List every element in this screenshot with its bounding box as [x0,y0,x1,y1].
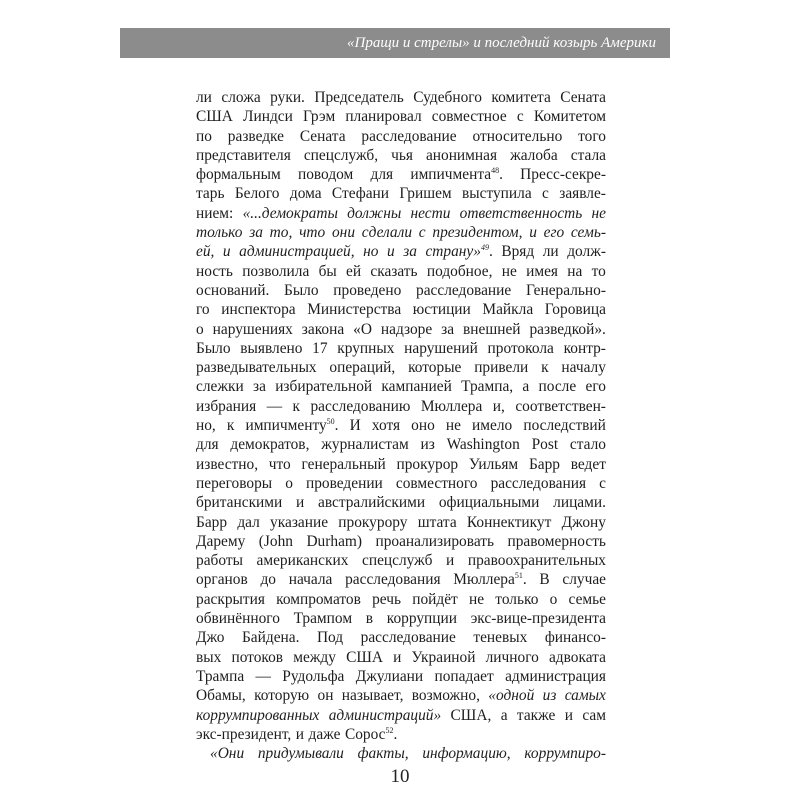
word: долж- [567,243,606,261]
word: его [543,224,565,242]
word: планировал [345,108,422,126]
word: и [446,552,455,570]
text-line [196,590,606,609]
word: случае [562,571,606,589]
word: информацию, [422,745,511,763]
word: внешней [463,320,521,338]
word: операций, [329,359,396,377]
word: на [567,262,583,280]
word: переговоры [196,474,273,492]
word: о [549,590,558,608]
word: адвоката [548,648,606,666]
text-line [196,88,606,107]
word: с [599,474,606,492]
word: последствий [523,417,606,435]
word: за [441,320,455,338]
word: сделали [361,224,413,242]
word: и [386,243,395,261]
word: британскими [196,494,283,512]
word: относительно [472,127,563,145]
word: Барр [528,455,560,473]
word: сложа [221,89,261,106]
word: Джулиани [355,667,424,685]
page-number: 10 [390,766,410,787]
word: совместного [395,474,478,492]
word: Сената [299,127,346,145]
word: за [403,243,417,261]
word: слежки [196,378,244,396]
word: даже [308,725,341,743]
word: избирательной [275,378,373,396]
text-line [196,706,606,725]
footnote-ref: 50 [326,416,335,426]
word: что [268,455,291,473]
word: его [585,378,606,396]
word: Барр [196,513,228,531]
word: соответствен- [515,397,606,415]
word: расследование [416,281,512,299]
text-line [196,107,606,126]
word: указание [270,513,329,531]
word: разведке [227,127,284,145]
word: импичменту$^{50}$. [245,416,339,435]
word: расследование [361,127,457,145]
text-line [196,551,606,570]
word: «одной [488,687,535,705]
word: Майкла [482,301,534,319]
word: Грэм [302,108,336,126]
body-text [196,88,606,763]
word: также [516,706,556,724]
word: закона [301,320,345,338]
text-line [196,300,606,319]
word: анонимная [425,146,498,164]
word: работы [196,552,243,570]
word: Трампа, [461,378,514,396]
footnote-ref: 49 [480,243,489,253]
word: Durham) [306,532,362,550]
word: расследование [360,629,456,647]
word: Трампом [293,610,353,628]
word: администрацией, [239,243,355,261]
text-line [196,435,606,454]
word: «...демократы [242,204,338,222]
word: США [346,648,383,666]
word: Вряд [501,243,535,261]
word: и [222,243,231,261]
word: по [196,127,212,145]
word: разведкой». [529,320,606,338]
word: попадает [434,667,494,685]
word: Мюллера [420,397,483,415]
word: подобное, [426,262,493,280]
word: чья [391,146,413,164]
word: официальными [438,494,540,512]
word: ность [196,262,233,280]
word: — [266,397,283,415]
word: Украиной [411,648,476,666]
word: инспектора [221,301,296,319]
word: называет, [341,687,404,705]
word: начала [288,571,333,589]
word: для [196,436,219,454]
word: сказать [370,262,418,280]
word: семье [568,590,606,608]
text-line [196,532,606,551]
word: Гришем [399,185,452,203]
text-line [196,667,606,686]
word: для [370,166,394,184]
word: Пресс-секре- [520,166,606,184]
word: должны [347,204,402,222]
word: речь [372,590,401,608]
word: избрания [196,397,257,415]
word: нарушений [404,339,478,357]
word: они [331,224,356,242]
word: «О [353,320,372,338]
text-line [196,204,606,223]
word: не [591,204,606,222]
text-line [196,628,606,647]
word: Уильям [468,455,519,473]
text-line [196,262,606,281]
text-line [196,686,606,705]
word: коррупции [386,610,457,628]
word: Министерства [307,301,402,319]
word: страну»$^{49}$. [425,243,493,261]
word: между [293,648,336,666]
word: то, [269,224,293,242]
word: австралийскими [317,494,426,512]
text-line [196,127,606,146]
text-line [196,377,606,396]
word: Джону [561,513,606,531]
word: Стефани [331,185,390,203]
word: ли [196,89,212,106]
word: крупных [337,339,395,357]
word: оснований. [196,281,270,299]
text-line [196,416,606,435]
word: только [495,590,539,608]
word: Председатель [314,89,404,106]
word: в [365,610,374,628]
word: то [591,262,606,280]
text-line [196,146,606,165]
word: Коннектикут [466,513,552,531]
word: Трампа [196,667,245,685]
text-line [196,744,606,763]
word: привели [474,359,529,377]
text-line [196,242,606,261]
text-line [196,320,606,339]
word: началу [561,359,606,377]
word: коррумпиро- [524,745,606,763]
word: бы [318,262,337,280]
word: юстиции [412,301,471,319]
word: Рудольфа [282,667,345,685]
word: к [226,417,235,435]
word: расследования [490,474,587,492]
word: нием: [196,204,234,222]
word: имело [472,417,513,435]
word: формальным [196,166,281,184]
word: пойдёт [412,590,458,608]
word: журналистам [321,436,409,454]
word: самых [564,687,606,705]
word: Комитетом [533,108,606,126]
word: Белого [234,185,280,203]
word: а [522,378,530,396]
text-line [196,725,606,744]
word: компроматов [276,590,361,608]
word: и, [492,397,505,415]
word: известно, [196,455,259,473]
word: потоков [231,648,284,666]
word: Линдси [243,108,293,126]
word: и [564,706,574,724]
word: и [529,224,537,242]
word: США, [450,706,492,724]
word: не [501,262,517,280]
word: Было [196,339,231,357]
word: Post [531,436,559,454]
word: проанализировать [375,532,494,550]
word: но, [196,417,216,435]
word: Генерально- [525,281,606,299]
word: (John [258,532,293,550]
word: спецслужб [362,552,433,570]
word: правомерность [507,532,606,550]
text-line [196,339,606,358]
word: проведении [305,474,383,492]
word: но [363,243,379,261]
word: которые [408,359,462,377]
word: стала [570,146,606,164]
word: прокурору [338,513,408,531]
word: жалоба [510,146,558,164]
word: лицами. [553,494,606,512]
word: о [196,320,204,338]
footnote-ref: 48 [491,166,500,176]
word: ей, [196,243,215,261]
word: комитета [491,89,551,106]
word: оно [411,417,435,435]
word: позволила [242,262,310,280]
word: экс-президент, [196,725,292,743]
word: демократов, [230,436,310,454]
word: хотя [371,417,401,435]
word: совместное [431,108,507,126]
word: кампанией [381,378,452,396]
word: спецслужб, [303,146,379,164]
word: Джо [196,629,225,647]
word: за [249,224,263,242]
word: ей [346,262,362,280]
word: вых [196,648,222,666]
word: Под [316,629,344,647]
word: Было [284,281,319,299]
word: импичмента$^{48}$. [410,166,503,184]
word: и [295,725,304,743]
footnote-ref: 52 [385,725,394,735]
word: а [500,706,508,724]
word: финансо- [544,629,606,647]
word: го [196,301,210,319]
word: коррумпированных [196,706,320,724]
word: президентом, [432,224,523,242]
word: с [542,185,549,203]
word: выявлено [240,339,303,357]
text-line [196,474,606,493]
word: личного [485,648,539,666]
word: стало [569,436,606,454]
text-line [196,609,606,628]
word: Байдена. [241,629,300,647]
word: теневых [473,629,528,647]
text-line [196,570,606,589]
word: В [539,571,550,589]
word: и [296,494,305,512]
word: с [516,108,524,126]
word: — [255,667,271,685]
text-line [196,455,606,474]
word: что [299,224,326,242]
word: тарь [196,185,225,203]
word: США [196,108,233,126]
text-line [196,281,606,300]
word: органов [196,571,248,589]
word: экс-вице-президента [470,610,606,628]
word: из [420,436,435,454]
word: выступила [462,185,532,203]
text-line [196,648,606,667]
word: администраций» [328,706,442,724]
word: поводом [297,166,354,184]
word: расследования [345,571,441,589]
word: он [317,687,334,705]
running-head: «Пращи и стрелы» и последний козырь Америки [120,28,670,58]
word: прокурор [396,455,459,473]
word: «Они [210,745,245,763]
text-line [196,493,606,512]
word: придумывали [257,745,344,763]
word: к [541,359,549,377]
word: разведывательных [196,359,317,377]
word: семь- [570,224,606,242]
word: которую [254,687,310,705]
word: генеральный [301,455,386,473]
word: имея [526,262,559,280]
word: раскрытия [196,590,265,608]
word: Обамы, [196,687,246,705]
word: надзоре [380,320,433,338]
text-line [196,358,606,377]
word: факты, [357,745,409,763]
word: дал [237,513,260,531]
word: расследованию [310,397,411,415]
word: того [578,127,606,145]
text-line [196,223,606,242]
footnote-ref: 51 [514,571,523,581]
word: представителя [196,146,291,164]
text-line [196,397,606,416]
word: штата [417,513,457,531]
word: из [542,687,557,705]
word: Сорос$^{52}$. [344,725,398,743]
word: после [538,378,577,396]
word: администрация [505,667,606,685]
word: и [393,648,402,666]
word: не [445,417,461,435]
word: заявле- [559,185,606,203]
word: не [469,590,485,608]
word: 17 [312,339,328,357]
word: Мюллера$^{51}$. [453,571,527,589]
word: протокола [487,339,554,357]
word: возможно, [411,687,480,705]
word: руки. [270,89,305,106]
word: правоохранительных [467,552,606,570]
text-line [196,184,606,203]
word: Дарему [196,532,246,550]
word: проведено [333,281,402,299]
word: ведет [570,455,606,473]
word: сам [582,706,606,724]
word: Washington [446,436,520,454]
word: И [349,417,361,435]
word: за [252,378,266,396]
text-line [196,165,606,184]
word: с [418,224,426,242]
word: дома [289,185,322,203]
word: ли [542,243,559,261]
word: Сената [560,89,606,106]
word: контр- [563,339,606,357]
word: нарушениях [212,320,293,338]
word: Судебного [413,89,482,106]
text-line [196,513,606,532]
word: нести [410,204,451,222]
word: обвинённого [196,610,280,628]
word: о [285,474,293,492]
word: к [292,397,301,415]
word: Горовица [544,301,606,319]
word: ответственность [459,204,583,222]
word: американских [256,552,349,570]
word: до [260,571,276,589]
word: только [196,224,243,242]
